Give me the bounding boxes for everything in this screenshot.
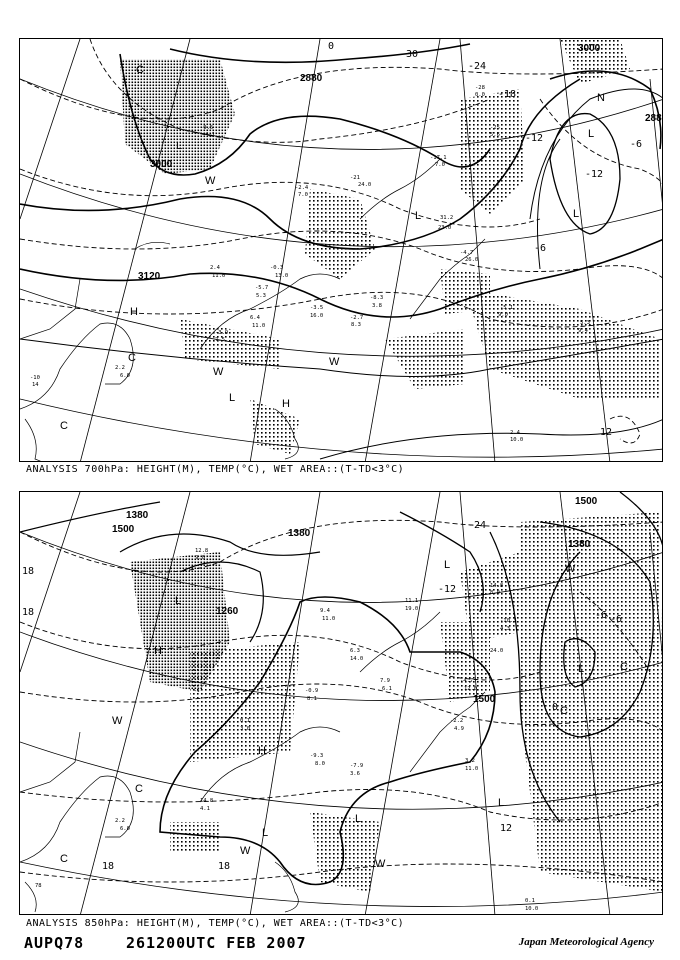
svg-text:6.0: 6.0 [120, 373, 130, 379]
panel-caption-700hpa: ANALYSIS 700hPa: HEIGHT(M), TEMP(°C), WET AREA::(T-TD<3°C) [26, 464, 405, 475]
temp-label: -24 [468, 61, 487, 72]
height-label: 3120 [138, 271, 161, 282]
center-symbol: W [240, 845, 251, 857]
temp-label: -6 [595, 610, 608, 621]
svg-text:8.0: 8.0 [315, 761, 325, 767]
svg-text:-3.9: -3.9 [215, 330, 229, 336]
center-symbol: C [136, 64, 144, 76]
height-label: 1260 [216, 606, 239, 617]
height-label: 1500 [575, 496, 598, 507]
svg-text:14: 14 [32, 382, 39, 388]
height-label: 288 [645, 113, 662, 124]
svg-text:8.0: 8.0 [490, 590, 500, 596]
svg-text:24.0: 24.0 [490, 648, 504, 654]
height-label: 2880 [300, 73, 323, 84]
svg-text:-4.7: -4.7 [460, 250, 474, 256]
center-symbol: L [355, 813, 362, 825]
svg-text:11.1: 11.1 [405, 598, 419, 604]
temp-label: -6 [630, 139, 643, 150]
map-850hpa-canvas [20, 492, 663, 915]
svg-text:7.5: 7.5 [215, 337, 225, 343]
svg-text:10.0: 10.0 [525, 906, 539, 912]
svg-text:5.3: 5.3 [256, 293, 266, 299]
svg-text:6.1: 6.1 [382, 686, 392, 692]
center-symbol: L [498, 797, 505, 809]
center-symbol: H [154, 645, 162, 657]
svg-text:16.0: 16.0 [310, 313, 324, 319]
svg-text:8.3: 8.3 [351, 322, 361, 328]
temp-label: 18 [218, 861, 231, 872]
temp-label: 18 [102, 861, 115, 872]
center-symbol: W [565, 563, 576, 575]
center-symbol: C [60, 420, 68, 432]
svg-text:78: 78 [35, 883, 42, 889]
temp-label: 12 [600, 427, 613, 438]
center-symbol: L [573, 208, 580, 220]
center-symbol: L [229, 392, 236, 404]
height-label: 1380 [568, 539, 591, 550]
center-symbol: L [415, 210, 422, 222]
svg-text:2.2: 2.2 [115, 818, 125, 824]
temp-label: 12 [500, 823, 513, 834]
temp-label: -12 [525, 133, 544, 144]
svg-text:-10.3: -10.3 [500, 618, 517, 624]
center-symbol: L [588, 128, 595, 140]
temp-label: 0 [552, 702, 559, 713]
center-symbol: C [560, 705, 568, 717]
center-symbol: W [213, 366, 224, 378]
svg-text:-2.4: -2.4 [295, 185, 309, 191]
map-panel-700hpa [19, 38, 663, 462]
svg-text:7.0: 7.0 [298, 192, 308, 198]
svg-text:-3.5: -3.5 [310, 305, 324, 311]
center-symbol: L [176, 140, 183, 152]
height-label: 3000 [578, 43, 601, 54]
svg-text:-9.5: -9.5 [200, 125, 214, 131]
svg-text:0.1: 0.1 [240, 718, 250, 724]
svg-text:13.0: 13.0 [275, 273, 289, 279]
svg-text:5.6: 5.6 [490, 132, 500, 138]
svg-text:6.3: 6.3 [350, 648, 360, 654]
center-symbol: W [329, 356, 340, 368]
svg-text:-4.7: -4.7 [460, 678, 474, 684]
svg-text:24.0: 24.0 [358, 182, 372, 188]
svg-text:4.1: 4.1 [200, 806, 210, 812]
panel-caption-850hpa: ANALYSIS 850hPa: HEIGHT(M), TEMP(°C), WET AREA::(T-TD<3°C) [26, 918, 405, 929]
map-700hpa-canvas [20, 39, 663, 462]
temp-label: 0 [328, 41, 335, 52]
svg-text:11.0: 11.0 [252, 323, 266, 329]
map-panel-850hpa [19, 491, 663, 915]
svg-text:7.0: 7.0 [435, 162, 445, 168]
svg-text:14.8: 14.8 [200, 798, 214, 804]
wet-areas [130, 512, 663, 892]
svg-text:3.2: 3.2 [465, 758, 475, 764]
svg-text:-7.9: -7.9 [350, 763, 364, 769]
center-symbol: H [282, 398, 290, 410]
valid-time: 261200UTC FEB 2007 [126, 934, 307, 952]
temp-label: -12 [585, 169, 604, 180]
svg-text:12.0: 12.0 [464, 686, 478, 692]
center-symbol: H [130, 306, 138, 318]
height-label: 1380 [288, 528, 311, 539]
svg-text:4.9: 4.9 [454, 726, 464, 732]
svg-text:9.0: 9.0 [498, 312, 508, 318]
svg-text:6.0: 6.0 [120, 826, 130, 832]
svg-text:8.1: 8.1 [307, 696, 317, 702]
height-label: 3000 [150, 159, 173, 170]
height-label: 1500 [473, 694, 496, 705]
svg-text:11.0: 11.0 [465, 766, 479, 772]
svg-text:-2.2: -2.2 [450, 718, 464, 724]
temp-label: 18 [22, 607, 35, 618]
svg-text:3.0: 3.0 [240, 726, 250, 732]
product-code: AUPQ78 [24, 934, 85, 952]
center-symbol: L [578, 663, 585, 675]
svg-text:4.3: 4.3 [500, 626, 510, 632]
svg-text:-8.3: -8.3 [370, 295, 384, 301]
svg-text:2.4: 2.4 [510, 430, 520, 436]
svg-text:0.1: 0.1 [525, 898, 535, 904]
svg-text:-17.1: -17.1 [430, 155, 447, 161]
svg-text:-5.7: -5.7 [255, 285, 269, 291]
center-symbol: N [597, 92, 605, 104]
center-symbol: C [128, 352, 136, 364]
center-symbol: C [60, 853, 68, 865]
temp-label: -24 [468, 520, 487, 531]
svg-text:3.6: 3.6 [350, 771, 360, 777]
svg-text:7.9: 7.9 [380, 678, 390, 684]
svg-text:11.0: 11.0 [322, 616, 336, 622]
svg-text:-21: -21 [350, 175, 360, 181]
svg-text:-28: -28 [475, 85, 485, 91]
temp-label: -12 [438, 584, 457, 595]
svg-text:31.2: 31.2 [440, 215, 454, 221]
center-symbol: W [375, 858, 386, 870]
height-label: 1380 [126, 510, 149, 521]
svg-text:9.4: 9.4 [320, 608, 330, 614]
svg-text:-2.7: -2.7 [350, 315, 364, 321]
svg-text:-9.3: -9.3 [310, 753, 324, 759]
svg-text:2.4: 2.4 [210, 265, 220, 271]
svg-text:4.1: 4.1 [205, 132, 215, 138]
svg-text:9.0: 9.0 [195, 555, 205, 561]
svg-text:26.0: 26.0 [465, 257, 479, 263]
svg-text:12.8: 12.8 [195, 548, 209, 554]
svg-text:-25: -25 [490, 125, 500, 131]
svg-text:3.8: 3.8 [372, 303, 382, 309]
center-symbol: L [262, 827, 269, 839]
center-symbol: L [175, 595, 182, 607]
temp-label: -6 [534, 243, 547, 254]
svg-text:5.3: 5.3 [580, 320, 590, 326]
svg-text:-5.1: -5.1 [500, 305, 514, 311]
center-symbol: L [444, 559, 451, 571]
agency-credit: Japan Meteorological Agency [518, 936, 654, 948]
temp-label: 18 [22, 566, 35, 577]
svg-text:10.0: 10.0 [510, 437, 524, 443]
svg-text:23.0: 23.0 [438, 225, 452, 231]
svg-text:-0.3: -0.3 [270, 265, 284, 271]
svg-text:19.0: 19.0 [405, 606, 419, 612]
svg-text:2.2: 2.2 [115, 365, 125, 371]
temp-label: -30 [400, 49, 419, 60]
center-symbol: W [205, 175, 216, 187]
temp-label: -6 [610, 614, 623, 625]
svg-text:9.4: 9.4 [578, 328, 588, 334]
center-symbol: C [620, 661, 628, 673]
height-label: 1500 [112, 524, 135, 535]
svg-text:6.4: 6.4 [250, 315, 260, 321]
svg-text:14.8: 14.8 [490, 583, 504, 589]
svg-text:0.0: 0.0 [475, 92, 485, 98]
center-symbol: C [135, 783, 143, 795]
center-symbol: W [112, 715, 123, 727]
temp-label: -18 [498, 89, 517, 100]
svg-text:-10: -10 [30, 375, 40, 381]
svg-text:14.0: 14.0 [350, 656, 364, 662]
svg-text:-0.9: -0.9 [305, 688, 319, 694]
chart-footer [22, 934, 662, 956]
svg-text:11.0: 11.0 [212, 273, 226, 279]
center-symbol: H [258, 745, 266, 757]
